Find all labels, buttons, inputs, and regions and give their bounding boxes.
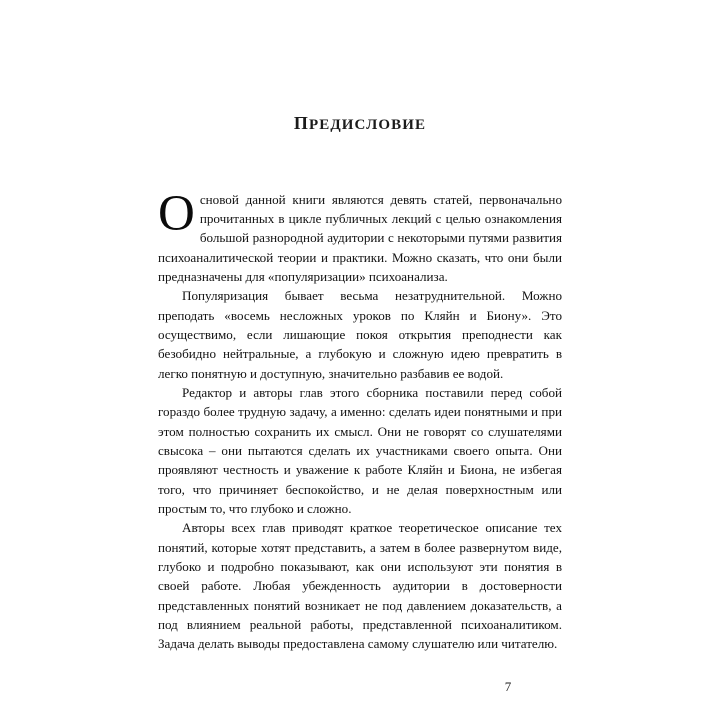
page-number: 7 xyxy=(504,679,512,694)
body-copy xyxy=(158,185,562,654)
paragraph-4: Авторы всех глав приводят краткое теоретическое описание тех понятий, которые хотят представить, а затем в более развернутом виде, глубоко и подробно показывают, как они используют эти понятия в своей работе. Любая убежденность аудитории в достоверности представленных понятий возникает не под давлением доказательств, а под влиянием реальной работы, представленной психоаналитиком. Задача делать выводы предоставлена самому слушателю или читателю. xyxy=(158,520,562,652)
paragraph-3: Редактор и авторы глав этого сборника поставили перед собой гораздо более трудную задачу, а именно: сделать идеи понятными и при этом полностью сохранить их смысл. Они не говорят со слушателями свысока – они пытаются сделать их участниками своего опыта. Они проявляют честность и уважение к работе Кляйн и Биона, не избегая того, что причиняет беспокойство, и не делая поверхностным или простым то, что глубоко и сложно. xyxy=(158,384,562,516)
page-text-block xyxy=(158,108,562,654)
paragraph-2: Популяризация бывает весьма незатруднительной. Можно преподать «восемь несложных уроков по Кляйн и Биону». Это осуществимо, если лишающие покоя открытия преподнести как безобидно нейтральные, а глубокую и сложную идею превратить в легко понятную и доступную, значительно разбавив ее водой. xyxy=(158,288,562,381)
page-title: предисловие xyxy=(293,108,427,135)
paragraph-1: Основой данной книги являются девять статей, первоначально прочитанных в цикле публичных лекций с целью ознакомления большой разнородной аудитории с некоторыми путями развития психоаналитической теории и практики. Можно сказать, что они были предназначены для «популяризации» психоанализа. xyxy=(158,185,562,284)
